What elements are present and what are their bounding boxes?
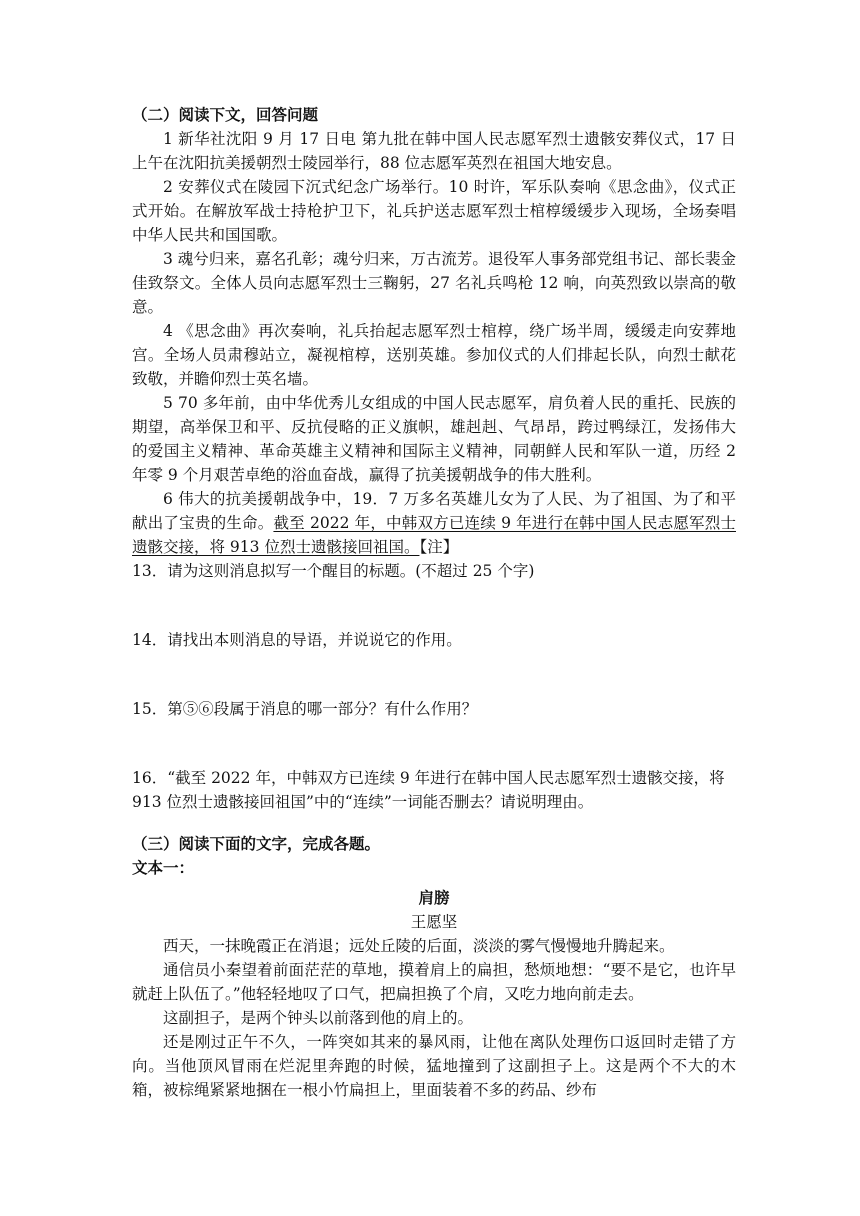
story-paragraph-1: 西天，一抹晚霞正在消退；远处丘陵的后面，淡淡的雾气慢慢地升腾起来。 [163,937,675,955]
question-15: 15．第⑤⑥段属于消息的哪一部分？有什么作用？ [132,700,478,718]
text-one-label: 文本一： [132,858,195,877]
question-13: 13．请为这则消息拟写一个醒目的标题。(不超过 25 个字) [132,562,535,580]
question-16: 16．“截至 2022 年，中韩双方已连续 9 年进行在韩中国人民志愿军烈士遗骸交接，将 913 位烈士遗骸接回祖国”中的“连续”一词能否删去？请说明理由。 [132,769,725,811]
story-author: 王愿坚 [410,913,458,931]
section2-heading: （二）阅读下文，回答问题 [132,105,319,124]
question-14: 14．请找出本则消息的导语，并说说它的作用。 [132,631,462,649]
story-title: 肩膀 [418,888,450,907]
footnote-marker: 【注】 [419,538,459,556]
news-paragraph-3: 3 魂兮归来，嘉名孔彰；魂兮归来，万古流芳。退役军人事务部党组书记、部长裴金佳致祭文。全体人员向志愿军烈士三鞠躬，27 名礼兵鸣枪 12 响，向英烈致以崇高的敬意。 [132,250,736,316]
news-paragraph-5: 5 70 多年前，由中华优秀儿女组成的中国人民志愿军，肩负着人民的重托、民族的期望，高举保卫和平、反抗侵略的正义旗帜，雄赳赳、气昂昂，跨过鸭绿江，发扬伟大的爱国主义精神、革命英雄主义精神和国际主义精神，同朝鲜人民和军队一道，历经 2 年零 9 个月艰苦卓绝的浴血奋战，赢得了抗美援朝战争的伟大胜利。 [132,394,736,484]
section3-heading: （三）阅读下面的文字，完成各题。 [132,834,381,853]
news-paragraph-1: 1 新华社沈阳 9 月 17 日电 第九批在韩中国人民志愿军烈士遗骸安葬仪式，17 日上午在沈阳抗美援朝烈士陵园举行，88 位志愿军英烈在祖国大地安息。 [132,130,736,172]
story-paragraph-2: 通信员小秦望着前面茫茫的草地，摸着肩上的扁担，愁烦地想：“要不是它，也许早就赶上队伍了。”他轻轻地叹了口气，把扁担换了个肩，又吃力地向前走去。 [132,961,736,1003]
news-paragraph-4: 4 《思念曲》再次奏响，礼兵抬起志愿军烈士棺椁，绕广场半周，缓缓走向安葬地宫。全场人员肃穆站立，凝视棺椁，送别英雄。参加仪式的人们排起长队，向烈士献花致敬，并瞻仰烈士英名墙。 [132,322,736,388]
document-page [132,103,736,1102]
news-paragraph-2: 2 安葬仪式在陵园下沉式纪念广场举行。10 时许，军乐队奏响《思念曲》，仪式正式开始。在解放军战士持枪护卫下，礼兵护送志愿军烈士棺椁缓缓步入现场，全场奏唱中华人民共和国国歌。 [132,178,736,244]
news-paragraph-6 [132,487,736,559]
story-paragraph-3: 这副担子，是两个钟头以前落到他的肩上的。 [163,1009,474,1027]
news-paragraph-6-underlined: 截至 2022 年，中韩双方已连续 9 年进行在韩中国人民志愿军烈士遗骸交接，将 913 位烈士遗骸接回祖国。 [132,514,736,556]
story-paragraph-4: 还是刚过正午不久，一阵突如其来的暴风雨，让他在离队处理伤口返回时走错了方向。当他顶风冒雨在烂泥里奔跑的时候，猛地撞到了这副担子上。这是两个不大的木箱，被棕绳紧紧地捆在一根小竹扁担上，里面装着不多的药品、纱布 [132,1033,736,1099]
news-paragraph-6-start: 6 伟大的抗美援朝战争中，19．7 万多名英雄儿女为了人民、为了祖国、为了和平献出了宝贵的生命。 [132,490,736,532]
